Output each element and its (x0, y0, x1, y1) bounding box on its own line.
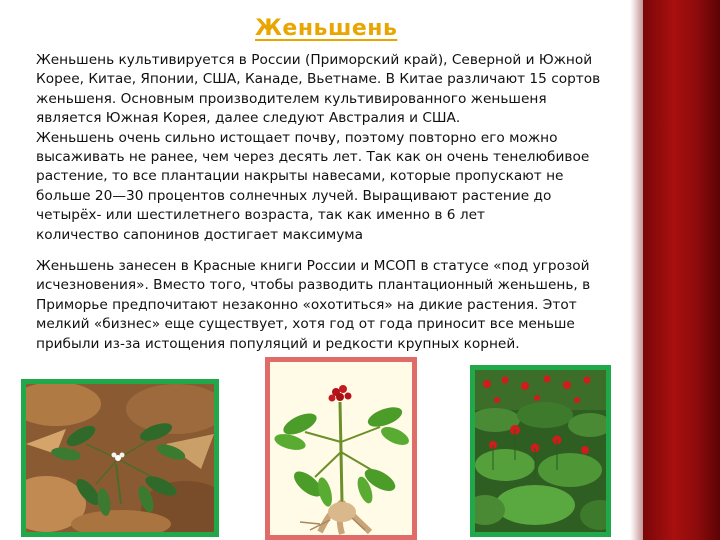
photo-wild-ginseng (21, 379, 219, 537)
ginseng-plantation-image (475, 370, 606, 532)
side-band-decoration (643, 0, 720, 540)
wild-ginseng-image (26, 384, 214, 532)
ginseng-root-image (270, 362, 412, 535)
side-band-shadow (630, 0, 643, 540)
photo-ginseng-root (265, 357, 417, 540)
photo-ginseng-plantation (470, 365, 611, 537)
paragraph-cultivation: Женьшень культивируется в России (Приморский край), Северной и Южной Корее, Китае, Японии, США, Канаде, Вьетнаме. В Китае различают 15 сортов женьшеня. Основным производителем культивированного женьшеня является Южная Корея, далее следуют Австралия и США. Женьшень очень сильно истощает почву, поэтому повторно его можно высаживать не ранее, чем через десять лет. Так как он очень тенелюбивое растение, то все плантации накрыты навесами, которые пропускают не больше 20—30 процентов солнечных лучей. Выращивают растение до четырёх- или шестилетнего возраста, так как именно в 6 лет количество сапонинов достигает максимума (36, 52, 601, 243)
slide-title: Женьшень (255, 16, 398, 41)
paragraph-red-book: Женьшень занесен в Красные книги России и МСОП в статусе «под угрозой исчезновения». Вместо того, чтобы разводить плантационный женьшень, в Приморье предпочитают незаконно «охотиться» на дикие растения. Этот мелкий «бизнес» еще существует, хотя год от года приносит все меньше прибыли из-за истощения популяций и редкости крупных корней. (36, 258, 591, 352)
